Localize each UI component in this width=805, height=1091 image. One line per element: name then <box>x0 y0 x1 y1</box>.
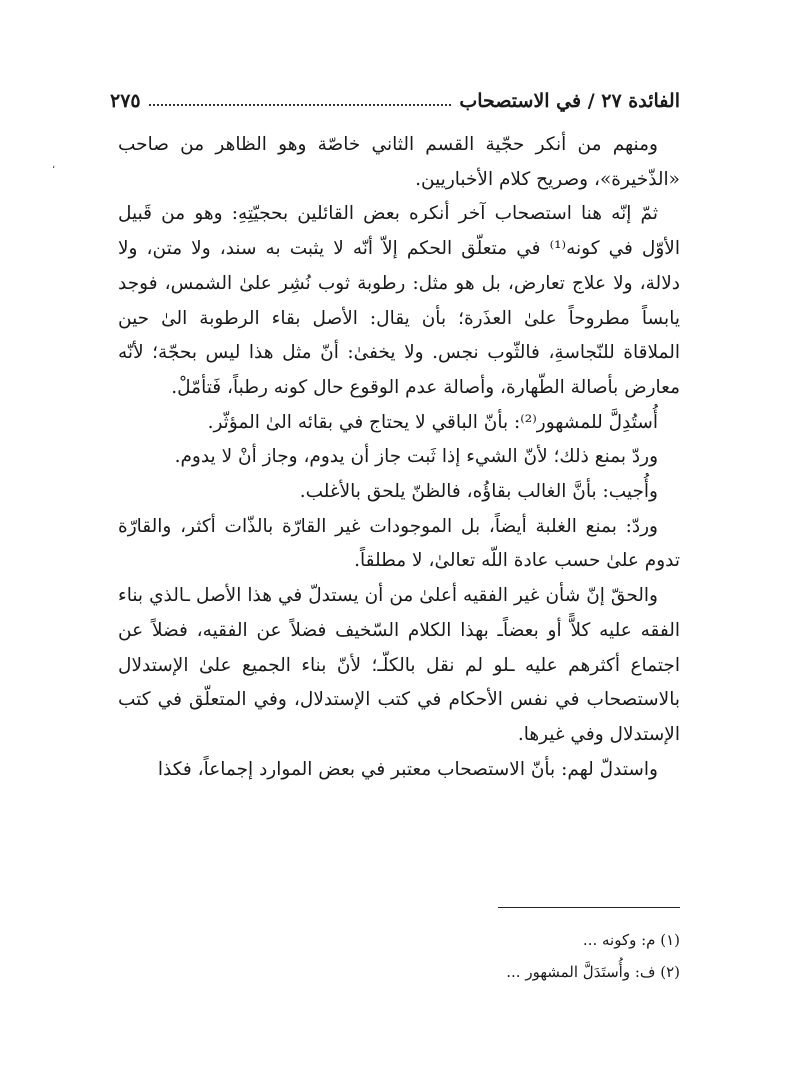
paragraph: والحقّ إنّ شأن غير الفقيه أعلىٰ من أن يستدلّ في هذا الأصل ـالذي بناء الفقه عليه كلاًّ أو بعضاًـ بهذا الكلام السّخيف فضلاً عن الفقيه، فضلاً عن اجتماع أكثرهم عليه ـلو لم نقل بالكلّـ؛ لأنّ بناء الجميع علىٰ الإستدلال بالاستصحاب في نفس الأحكام في كتب الإستدلال، وفي المتعلّق في كتب الإستدلال وفي غيرها. <box>118 585 680 745</box>
paragraph: ثمّ إنّه هنا استصحاب آخر أنكره بعض القائلين بحجيّتِهِ: وهو من قَبيل الأوّل في كونه⁽¹⁾ في متعلّق الحكم إلاّ أنّه لا يثبت به سند، ولا متن، ولا دلالة، ولا علاج تعارض، بل هو مثل: رطوبة ثوب نُشِر علىٰ الشمس، فوجد يابساً مطروحاً علىٰ العذَرة؛ بأن يقال: الأصل بقاء الرطوبة الىٰ حين الملاقاة للنّجاسةِ، فالثّوب نجس. ولا يخفىٰ: أنّ مثل هذا ليس بحجّة؛ لأنّه معارض بأصالة الطّهارة، وأصالة عدم الوقوع حال كونه رطباً، فَتأمّلْ. <box>118 203 680 398</box>
paragraph: وأُجيب: بأنَّ الغالب بقاؤُه، فالظنّ يلحق بالأغلب. <box>299 481 658 503</box>
paragraph: أُستُدِلَّ للمشهور⁽²⁾: بأنّ الباقي لا يحتاج في بقائه الىٰ المؤثّر. <box>207 411 658 433</box>
running-header <box>110 86 680 116</box>
main-text <box>118 128 680 787</box>
paragraph: وردّ بمنع ذلك؛ لأنّ الشيء إذا ثَبت جاز أن يدوم، وجاز أنْ لا يدوم. <box>174 446 658 468</box>
footnotes <box>380 924 680 988</box>
paragraph: واستدلّ لهم: بأنّ الاستصحاب معتبر في بعض الموارد إجماعاً، فكذا <box>157 758 658 780</box>
header-title: الفائدة ٢٧ / في الاستصحاب <box>459 90 680 112</box>
footnote: (١) م: وكونه ... <box>582 931 680 949</box>
footnote: (٢) ف: وأُستَدَلَّ المشهور ... <box>506 963 680 981</box>
page-number: ٢٧٥ <box>110 90 141 112</box>
footnote-separator <box>498 907 680 908</box>
margin-mark: ، <box>52 160 56 171</box>
dot-leader <box>149 92 452 106</box>
paragraph: ومنهم من أنكر حجّية القسم الثاني خاصّة وهو الظاهر من صاحب «الذّخيرة»، وصريح كلام الأخباريين. <box>118 134 680 190</box>
paragraph: وردّ: بمنع الغلبة أيضاً، بل الموجودات غير القارّة بالذّات أكثر، والقارّة تدوم علىٰ حسب عادة اللّه تعالىٰ، لا مطلقاً. <box>118 515 680 572</box>
